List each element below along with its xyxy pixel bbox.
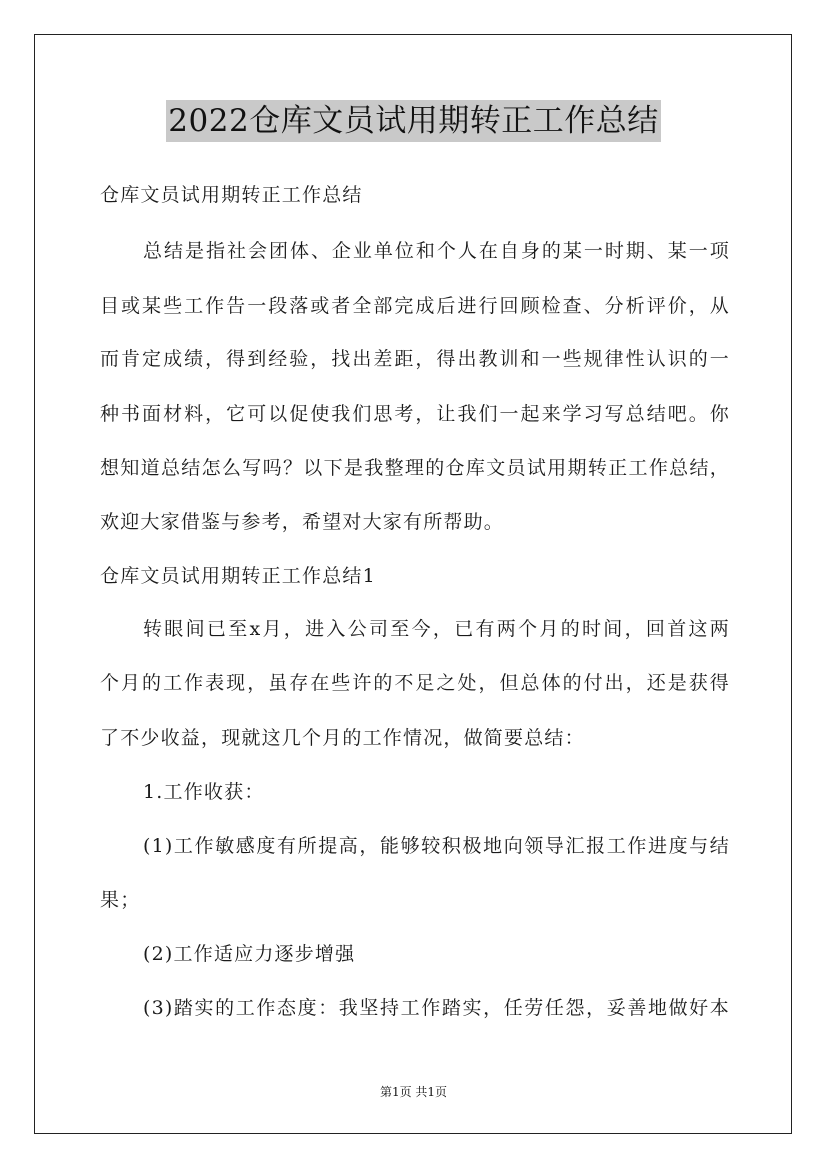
paragraph-line: 想知道总结怎么写吗？以下是我整理的仓库文员试用期转正工作总结，: [100, 457, 730, 479]
list-item-line: (1)工作敏感度有所提高，能够较积极地向领导汇报工作进度与结: [143, 835, 730, 857]
section-heading: 仓库文员试用期转正工作总结1: [100, 565, 376, 587]
paragraph-line: 总结是指社会团体、企业单位和个人在自身的某一时期、某一项: [143, 240, 730, 262]
document-title: 2022仓库文员试用期转正工作总结: [166, 100, 660, 142]
list-heading: 1.工作收获：: [143, 781, 265, 803]
list-item-line: (2)工作适应力逐步增强: [143, 943, 356, 965]
paragraph-line: 种书面材料，它可以促使我们思考，让我们一起来学习写总结吧。你: [100, 403, 730, 425]
list-item-line: 果；: [100, 889, 141, 911]
list-item-line: (3)踏实的工作态度：我坚持工作踏实，任劳任怨，妥善地做好本: [143, 997, 730, 1019]
paragraph-line: 个月的工作表现，虽存在些许的不足之处，但总体的付出，还是获得: [100, 672, 730, 694]
paragraph-line: 转眼间已至x月，进入公司至今，已有两个月的时间，回首这两: [143, 618, 730, 640]
paragraph-line: 目或某些工作告一段落或者全部完成后进行回顾检查、分析评价，从: [100, 295, 730, 317]
subtitle-line: 仓库文员试用期转正工作总结: [100, 184, 363, 206]
paragraph-line: 了不少收益，现就这几个月的工作情况，做简要总结：: [100, 727, 585, 749]
paragraph-line: 而肯定成绩，得到经验，找出差距，得出教训和一些规律性认识的一: [100, 348, 730, 370]
title-wrap: [0, 100, 827, 142]
paragraph-line: 欢迎大家借鉴与参考，希望对大家有所帮助。: [100, 511, 505, 533]
page-footer: 第1页 共1页: [379, 1085, 448, 1099]
